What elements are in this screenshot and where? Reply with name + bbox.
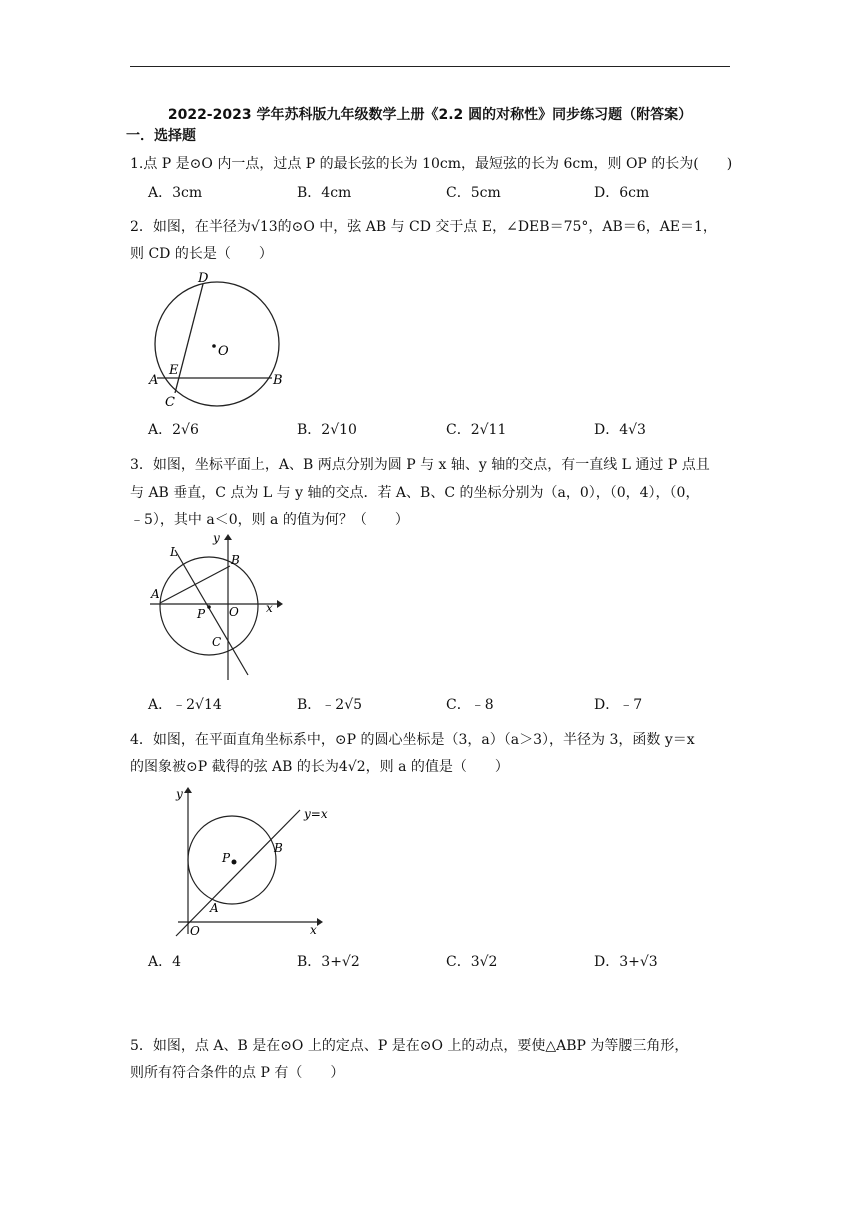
q2-option-a: A．2√6 [148, 422, 199, 438]
q3-stem-line1: 3．如图，坐标平面上，A、B 两点分别为圆 P 与 x 轴、y 轴的交点，有一直线 L 通过 P 点且 [130, 457, 710, 473]
header-rule [130, 66, 730, 67]
q1-option-b: B．4cm [297, 185, 352, 201]
q1-option-c: C．5cm [446, 185, 501, 201]
q3-coordinate-figure [145, 530, 285, 685]
q3-label-o: O [229, 605, 239, 619]
q2-circle-figure [140, 266, 300, 416]
q3-label-a: A [151, 587, 160, 601]
q4-label-a: A [210, 901, 219, 915]
q1-option-a: A．3cm [148, 185, 203, 201]
section-heading: 一．选择题 [126, 128, 196, 144]
q5-stem-line2: 则所有符合条件的点 P 有（ ） [130, 1065, 345, 1081]
q4-label-yx: y=x [304, 807, 328, 821]
q2-label-e: E [169, 363, 179, 378]
q1-stem: 1.点 P 是⊙O 内一点，过点 P 的最长弦的长为 10cm，最短弦的长为 6cm，则 OP 的长为( ) [130, 156, 733, 172]
q2-label-b: B [273, 373, 283, 388]
q2-option-c: C．2√11 [446, 422, 507, 438]
q4-option-a: A．4 [148, 954, 182, 970]
q3-option-a: A．﹣2√14 [148, 697, 222, 713]
q4-option-b: B．3+√2 [297, 954, 360, 970]
q3-center-dot [207, 605, 211, 609]
q3-option-b: B．﹣2√5 [297, 697, 363, 713]
q3-label-b: B [231, 553, 240, 567]
document-title: 2022-2023 学年苏科版九年级数学上册《2.2 圆的对称性》同步练习题（附答案） [167, 107, 693, 123]
q4-stem-line2: 的图象被⊙P 截得的弦 AB 的长为4√2，则 a 的值是（ ） [130, 759, 509, 775]
q2-center-dot [212, 344, 216, 348]
q2-stem-line1: 2．如图，在半径为√13的⊙O 中，弦 AB 与 CD 交于点 E，∠DEB＝75°，AB＝6，AE＝1， [130, 219, 717, 235]
q3-stem-line3: ﹣5），其中 a＜0，则 a 的值为何？（ ） [130, 512, 409, 528]
q4-coordinate-figure [170, 782, 335, 942]
q2-circle [155, 282, 279, 406]
q4-option-d: D．3+√3 [594, 954, 658, 970]
q5-stem-line1: 5．如图，点 A、B 是在⊙O 上的定点、P 是在⊙O 上的动点，要使△ABP 为等腰三角形， [130, 1038, 689, 1054]
q2-option-d: D．4√3 [594, 422, 646, 438]
q3-option-c: C．﹣8 [446, 697, 494, 713]
q3-label-l: L [170, 545, 178, 559]
q4-option-c: C．3√2 [446, 954, 498, 970]
q3-label-y: y [213, 531, 220, 545]
q3-x-arrow [277, 600, 283, 608]
q2-label-a: A [149, 373, 159, 388]
q4-center-dot [232, 860, 237, 865]
q2-label-d: D [198, 271, 209, 286]
q1-option-d: D．6cm [594, 185, 650, 201]
q3-y-arrow [224, 534, 232, 540]
q3-stem-line2: 与 AB 垂直，C 点为 L 与 y 轴的交点．若 A、B、C 的坐标分别为（a，0），（0，4），（0， [130, 485, 700, 501]
q2-stem-line2: 则 CD 的长是（ ） [130, 246, 273, 262]
q3-option-d: D．﹣7 [594, 697, 643, 713]
q2-chord-cd [175, 284, 203, 393]
q4-stem-line1: 4．如图，在平面直角坐标系中，⊙P 的圆心坐标是（3，a）（a＞3），半径为 3，函数 y＝x [130, 732, 695, 748]
q4-label-y: y [176, 787, 183, 801]
q4-label-p: P [222, 851, 231, 865]
q3-label-x: x [266, 601, 273, 615]
q2-label-o: O [218, 344, 229, 359]
q4-label-o: O [190, 924, 200, 938]
q3-label-p: P [197, 607, 206, 621]
q4-y-arrow [184, 787, 192, 793]
q2-option-b: B．2√10 [297, 422, 357, 438]
q4-label-b: B [274, 841, 283, 855]
q4-label-x: x [310, 923, 317, 937]
q4-x-arrow [317, 918, 323, 926]
q2-label-c: C [165, 395, 175, 410]
q4-circle-p [188, 816, 276, 904]
q3-label-c: C [212, 635, 222, 649]
q4-line-yx [176, 810, 300, 936]
